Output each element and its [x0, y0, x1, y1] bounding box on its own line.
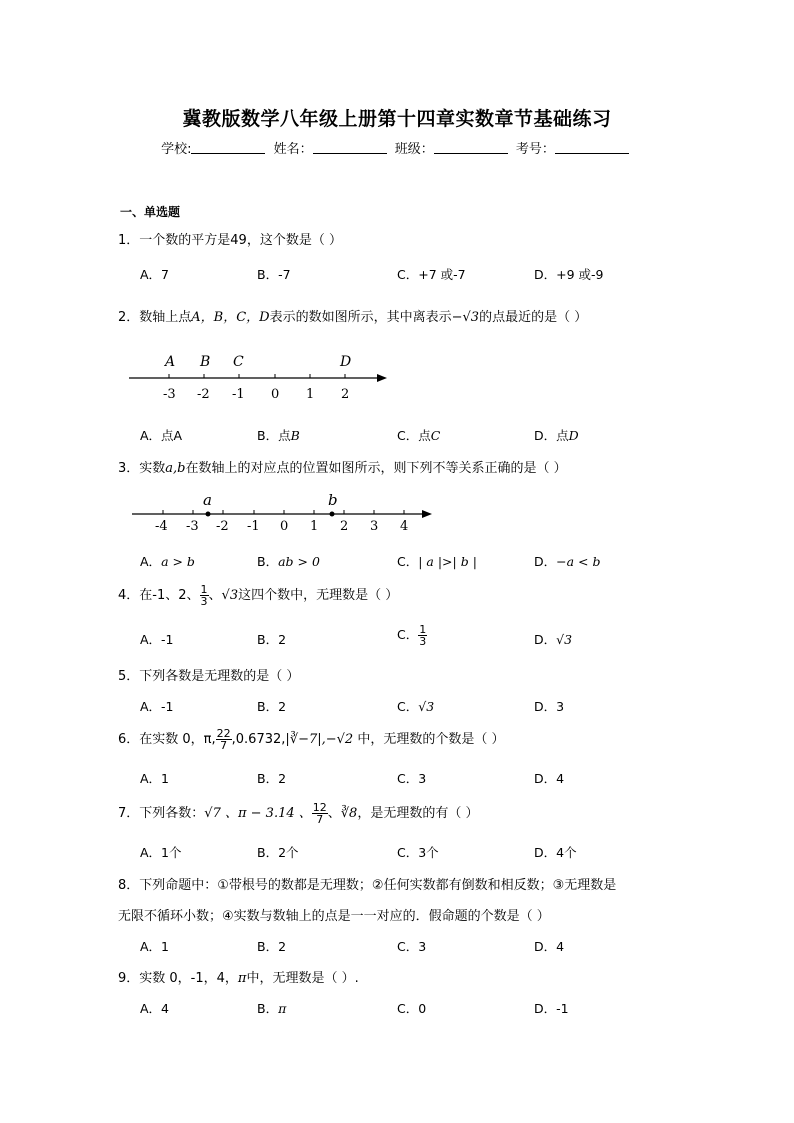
- question-2-stem: 2．数轴上点A，B，C，D表示的数如图所示，其中离表示−√3的点最近的是（ ）: [118, 310, 588, 325]
- option-c: C．3个: [397, 845, 439, 860]
- tick-label: 3: [370, 519, 379, 532]
- option-b: B．2: [257, 771, 287, 786]
- option-d: D．4个: [534, 845, 577, 860]
- option-d: D．点D: [534, 428, 579, 443]
- option-c: C．3: [397, 771, 427, 786]
- exam-no-label: 考号：: [515, 142, 555, 157]
- point-label-b: b: [328, 491, 338, 509]
- option-d: D．−a < b: [534, 554, 601, 569]
- student-info-row: [0, 138, 794, 157]
- fraction: $\frac{22}{7}$: [216, 727, 231, 752]
- question-3-options: [140, 552, 700, 572]
- option-d: D．4: [534, 939, 565, 954]
- question-7-options: [140, 843, 700, 863]
- option-d: D．√3: [534, 632, 573, 647]
- tick-label: -2: [197, 387, 210, 402]
- option-b: B．2个: [257, 845, 299, 860]
- class-label: 班级：: [394, 142, 434, 157]
- point-label-d: D: [340, 354, 352, 370]
- question-9-options: [140, 999, 700, 1019]
- question-5-options: [140, 697, 700, 717]
- option-a: A．4: [140, 1001, 170, 1016]
- point-label-a: a: [203, 491, 212, 509]
- question-6-options: [140, 769, 700, 789]
- name-blank: [313, 141, 387, 154]
- number-line-q3: [128, 490, 438, 532]
- exam-no-blank: [555, 141, 629, 154]
- question-4-options: [140, 624, 700, 654]
- option-a: A．a > b: [140, 554, 195, 569]
- fraction: $\frac{12}{7}$: [312, 801, 327, 826]
- option-b: B．π: [257, 1001, 287, 1016]
- point-label-b: B: [200, 354, 211, 370]
- question-8-stem-line2: 无限不循环小数；④实数与数轴上的点是一一对应的．假命题的个数是（ ）: [118, 909, 550, 924]
- axis-arrow: [377, 374, 387, 382]
- option-c: C．0: [397, 1001, 427, 1016]
- question-4-stem: 4．在-1、2、 $\frac{1}{3}$ 、√3这四个数中，无理数是（ ）: [118, 583, 399, 608]
- point-b-dot: [330, 512, 335, 517]
- class-blank: [434, 141, 508, 154]
- option-a: A．1个: [140, 845, 182, 860]
- tick-label: -2: [216, 519, 229, 532]
- option-a: A．-1: [140, 632, 174, 647]
- question-8-options: [140, 937, 700, 957]
- option-a: A．7: [140, 267, 170, 282]
- option-b: B．点B: [257, 428, 300, 443]
- tick-label: -3: [163, 387, 176, 402]
- option-b: B．-7: [257, 267, 291, 282]
- tick-label: 1: [306, 387, 315, 402]
- tick-label: -4: [155, 519, 168, 532]
- option-b: B．ab > 0: [257, 554, 320, 569]
- question-6-stem: 6．在实数 0，π, $\frac{22}{7}$ ,0.6732,|∛−7|,−√2 中，无理数的个数是（ ）: [118, 727, 505, 752]
- tick-label: 2: [340, 519, 349, 532]
- tick-label: 0: [271, 387, 280, 402]
- name-label: 姓名：: [273, 142, 313, 157]
- option-d: D．+9 或-9: [534, 267, 604, 282]
- page-title: 冀教版数学八年级上册第十四章实数章节基础练习: [182, 108, 612, 130]
- tick-label: -1: [232, 387, 245, 402]
- section-title: 一、单选题: [120, 205, 181, 219]
- school-blank: [191, 141, 265, 154]
- option-c: C． $\frac{1}{3}$: [397, 623, 427, 648]
- point-label-a: A: [165, 354, 176, 370]
- point-a-dot: [206, 512, 211, 517]
- option-a: A．-1: [140, 699, 174, 714]
- tick-label: 0: [280, 519, 289, 532]
- tick-label: 4: [400, 519, 409, 532]
- option-c: C．+7 或-7: [397, 267, 466, 282]
- option-a: A．1: [140, 771, 170, 786]
- number-line-q2: [125, 348, 395, 404]
- axis-arrow: [422, 510, 432, 518]
- fraction: $\frac{1}{3}$: [419, 623, 427, 648]
- point-label-c: C: [233, 354, 244, 370]
- option-b: B．2: [257, 632, 287, 647]
- option-b: B．2: [257, 699, 287, 714]
- option-c: C．点C: [397, 428, 441, 443]
- question-7-stem: 7．下列各数：√7 、π − 3.14 、 $\frac{12}{7}$ 、∛8，是无理数的有（ ）: [118, 801, 479, 826]
- question-1-options: [140, 265, 700, 285]
- fraction: $\frac{1}{3}$: [200, 583, 208, 608]
- question-5-stem: 5．下列各数是无理数的是（ ）: [118, 669, 300, 684]
- tick-label: 1: [310, 519, 319, 532]
- tick-label: -1: [247, 519, 260, 532]
- question-1-stem: 1．一个数的平方是49，这个数是（ ）: [118, 233, 342, 248]
- tick-marks: [169, 374, 345, 378]
- tick-label: 2: [341, 387, 350, 402]
- option-b: B．2: [257, 939, 287, 954]
- question-8-stem-line1: 8．下列命题中：①带根号的数都是无理数；②任何实数都有倒数和相反数；③无理数是: [118, 878, 617, 893]
- option-d: D．-1: [534, 1001, 569, 1016]
- option-c: C．√3: [397, 699, 435, 714]
- option-a: A．1: [140, 939, 170, 954]
- question-3-stem: 3．实数a,b在数轴上的对应点的位置如图所示，则下列不等关系正确的是（ ）: [118, 461, 567, 476]
- option-a: A．点A: [140, 428, 183, 443]
- option-c: C．| a |>| b |: [397, 554, 477, 569]
- option-d: D．4: [534, 771, 565, 786]
- question-9-stem: 9．实数 0，-1，4，π中，无理数是（ ）.: [118, 971, 359, 986]
- option-c: C．3: [397, 939, 427, 954]
- tick-label: -3: [186, 519, 199, 532]
- question-2-options: [140, 426, 700, 446]
- school-label: 学校:: [161, 142, 192, 157]
- option-d: D．3: [534, 699, 565, 714]
